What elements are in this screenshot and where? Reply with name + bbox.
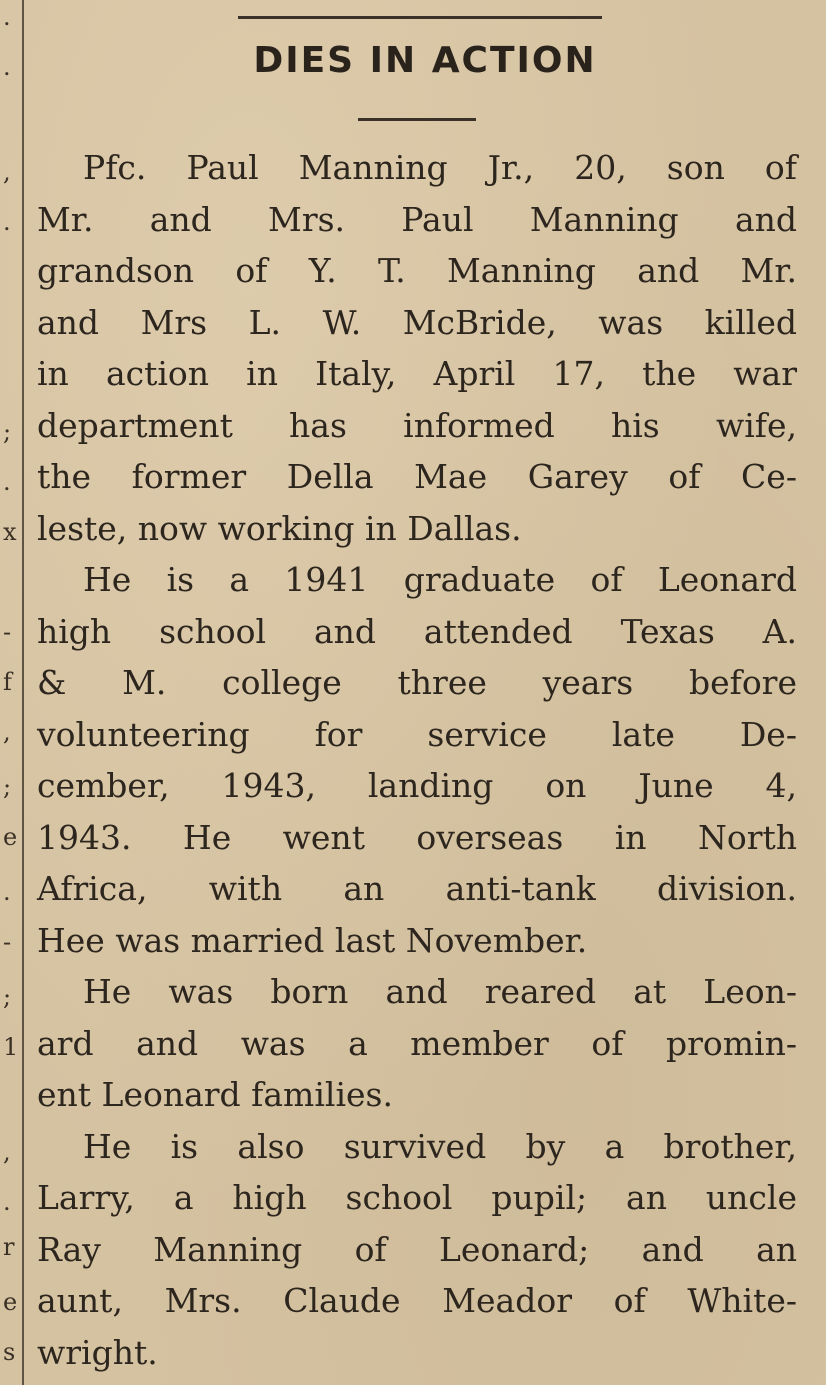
article-line: grandson of Y. T. Manning and Mr. — [37, 251, 797, 290]
article-headline: DIES IN ACTION — [253, 40, 597, 81]
column-fragment-glyph: 1 — [3, 1033, 19, 1061]
column-fragment-glyph: , — [3, 1138, 11, 1166]
article-line: ard and was a member of promin- — [37, 1023, 797, 1063]
article-line: He is a 1941 graduate of Leonard — [83, 560, 797, 599]
column-fragment-glyph: . — [3, 53, 11, 81]
column-fragment-glyph: . — [3, 1188, 11, 1216]
article-line: He is also survived by a brother, — [83, 1126, 797, 1166]
column-fragment-glyph: . — [3, 208, 11, 236]
column-fragment-glyph: - — [3, 618, 12, 646]
article-line: ent Leonard families. — [37, 1075, 393, 1114]
column-fragment-glyph: x — [3, 518, 17, 546]
adjacent-column-fragments — [0, 0, 20, 1385]
article-line: & M. college three years before — [37, 663, 797, 702]
article-line: Larry, a high school pupil; an uncle — [37, 1178, 797, 1217]
article-line: Africa, with an anti-tank division. — [37, 869, 797, 908]
article-line: Pfc. Paul Manning Jr., 20, son of — [83, 148, 797, 187]
column-fragment-glyph: . — [3, 3, 11, 31]
article-line: Ray Manning of Leonard; and an — [37, 1229, 797, 1269]
article-line: Mr. and Mrs. Paul Manning and — [37, 199, 797, 239]
article-line: aunt, Mrs. Claude Meador of White- — [37, 1281, 797, 1320]
article-line: wright. — [37, 1332, 158, 1372]
column-fragment-glyph: e — [3, 823, 18, 851]
article-line: department has informed his wife, — [37, 405, 797, 445]
column-fragment-glyph: ; — [3, 773, 12, 801]
article-line: Hee was married last November. — [37, 920, 588, 960]
column-fragment-glyph: , — [3, 158, 11, 186]
column-fragment-glyph: f — [3, 668, 12, 696]
article-line: He was born and reared at Leon- — [83, 972, 797, 1011]
article-line: volunteering for service late De- — [37, 714, 797, 754]
column-fragment-glyph: e — [3, 1288, 18, 1316]
article-line: high school and attended Texas A. — [37, 611, 797, 651]
article-line: cember, 1943, landing on June 4, — [37, 766, 797, 805]
column-fragment-glyph: . — [3, 878, 11, 906]
column-rule — [22, 0, 24, 1385]
article-line: and Mrs L. W. McBride, was killed — [37, 302, 797, 342]
article-line: 1943. He went overseas in North — [37, 817, 797, 857]
top-divider-rule — [238, 16, 602, 19]
column-fragment-glyph: ; — [3, 418, 12, 446]
article-line: leste, now working in Dallas. — [37, 508, 522, 548]
column-fragment-glyph: - — [3, 928, 12, 956]
column-fragment-glyph: ; — [3, 983, 12, 1011]
article-body — [37, 142, 797, 1378]
column-fragment-glyph: s — [3, 1338, 16, 1366]
column-fragment-glyph: , — [3, 718, 11, 746]
column-fragment-glyph: . — [3, 468, 11, 496]
column-fragment-glyph: r — [3, 1233, 15, 1261]
article-line: in action in Italy, April 17, the war — [37, 354, 797, 393]
headline-divider-rule — [358, 118, 476, 121]
article-line: the former Della Mae Garey of Ce- — [37, 457, 797, 496]
